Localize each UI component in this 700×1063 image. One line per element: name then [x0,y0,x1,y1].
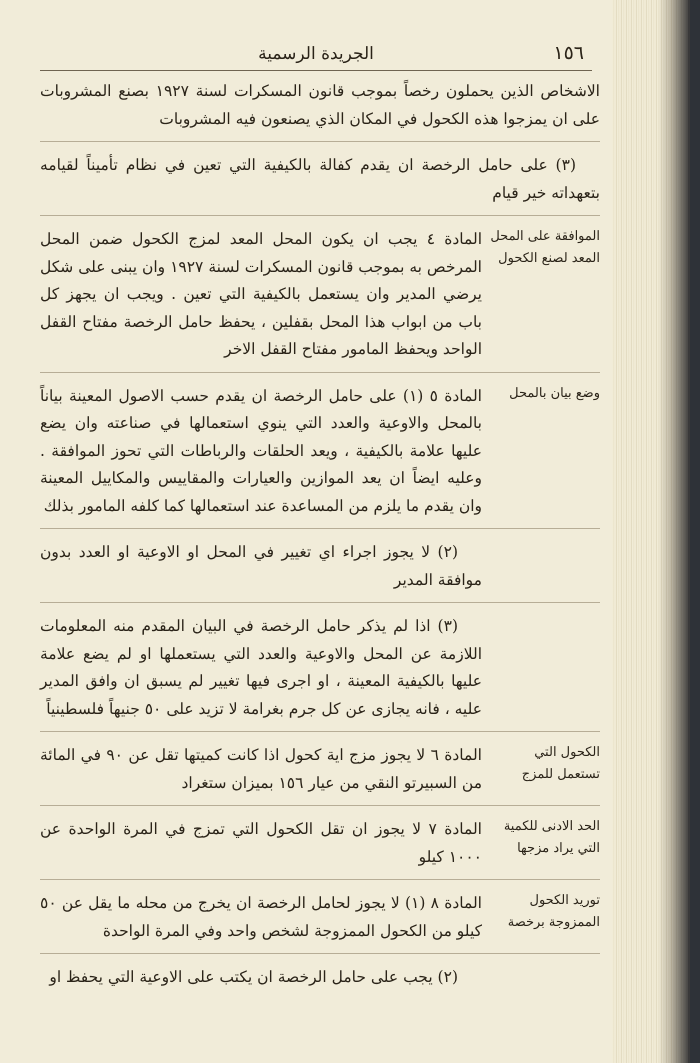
page-body [40,78,600,1010]
section-article-7 [40,816,600,880]
section-article-8-2 [40,964,600,1000]
margin-note: الكحول التي تستعمل للمزج [521,745,600,782]
section-article-6 [40,742,600,806]
section-article-4 [40,226,600,373]
page-header [40,40,592,71]
section-article-5-2 [40,539,600,603]
section-0 [40,78,600,142]
paragraph: (٣) اذا لم يذكر حامل الرخصة في البيان المقدم منه المعلومات اللازمة عن المحل والاوعية والعدد التي يستعملها او لم يضع علامة عليها بالكيفية المعينة ، او اجرى فيها تغيير لم يسبق ان وافق المدير عليه ، فانه يجازى عن كل جرم بغرامة لا تزيد على ٥٠ جنيهاً فلسطينياً [40,617,482,718]
page-number: ١٥٦ [553,42,584,64]
paragraph: المادة ٥ (١) على حامل الرخصة ان يقدم حسب الاصول المعينة بياناً بالمحل والاوعية والعدد التي ينوي استعمالها في صناعته وان يضع عليها علامة بالكيفية ، ويعد الحلقات والرباطات التي تحوز الموافقة . وعليه ايضاً ان يعد الموازين والعيارات والمقاييس والمكاييل المعينة وان يقدم ما يلزم من المساعدة عند استعمالها كما كلفه المامور بذلك [40,386,482,515]
section-article-8 [40,890,600,954]
paragraph: (٣) على حامل الرخصة ان يقدم كفالة بالكيفية التي تعين في نظام تأميناً لقيامه بتعهداته خير قيام [40,156,600,202]
book-spine [688,0,700,1063]
page-edges [612,0,700,1063]
margin-note: توريد الكحول الممزوجة برخصة [507,893,600,930]
paragraph: (٢) لا يجوز اجراء اي تغيير في المحل او الاوعية او العدد بدون موافقة المدير [40,543,482,589]
margin-note: الحد الادنى للكمية التي يراد مزجها [503,819,600,856]
paragraph: الاشخاص الذين يحملون رخصاً بموجب قانون المسكرات لسنة ١٩٢٧ بصنع المشروبات على ان يمزجوا هذه الكحول في المكان الذي يصنعون فيه المشروبات [40,82,600,128]
paragraph: المادة ٧ لا يجوز ان تقل الكحول التي تمزج في المرة الواحدة عن ١٠٠٠ كيلو [40,820,482,866]
section-article-5-3 [40,613,600,732]
margin-note: الموافقة على المحل المعد لصنع الكحول [490,229,600,266]
section-1 [40,152,600,216]
paragraph: (٢) يجب على حامل الرخصة ان يكتب على الاوعية التي يحفظ او [49,968,458,986]
paragraph: المادة ٤ يجب ان يكون المحل المعد لمزج الكحول ضمن المحل المرخص به بموجب قانون المسكرات لسنة ١٩٢٧ وان يبنى على شكل يرضي المدير وان يستعمل بالكيفية التي تعين . ويجب ان يجهز كل باب من ابواب هذا المحل بقفلين ، يحفظ حامل الرخصة مفتاح القفل الواحد ويحفظ المامور مفتاح القفل الاخر [40,230,483,358]
gazette-title: الجريدة الرسمية [258,44,374,64]
paragraph: المادة ٨ (١) لا يجوز لحامل الرخصة ان يخرج من محله ما يقل عن ٥٠ كيلو من الكحول الممزوجة لشخص واحد وفي المرة الواحدة [40,894,482,940]
paragraph: المادة ٦ لا يجوز مزج اية كحول اذا كانت كميتها تقل عن ٩٠ في المائة من السبيرتو النقي من عيار ١٥٦ بميزان ستغراد [40,746,482,792]
margin-note: وضع بيان بالمحل [509,385,600,401]
section-article-5 [40,383,600,530]
